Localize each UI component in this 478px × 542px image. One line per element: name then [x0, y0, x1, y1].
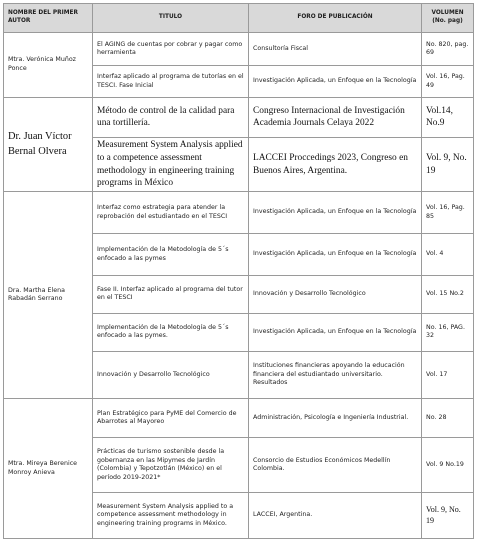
volume-cell: No. 16, PAG. 32 [422, 313, 474, 351]
table-row [4, 97, 474, 137]
author-cell: Mtra. Verónica Muñoz Ponce [4, 33, 93, 98]
forum-cell: Investigación Aplicada, un Enfoque en la Tecnología [249, 313, 422, 351]
author-cell: Mtra. Mireya Berenice Monroy Anieva [4, 399, 93, 539]
header-title: TITULO [93, 4, 249, 33]
title-cell: Interfaz como estrategia para atender la reprobación del estudiantado en el TESCI [93, 192, 249, 233]
header-author: NOMBRE DEL PRIMER AUTOR [4, 4, 93, 33]
volume-cell: Vol. 9, No. 19 [422, 493, 474, 539]
volume-cell: Vol. 15 No.2 [422, 276, 474, 313]
volume-cell: Vol. 9 No.19 [422, 437, 474, 493]
forum-cell: Consorcio de Estudios Económicos Medellín Colombia. [249, 437, 422, 493]
title-cell: Innovación y Desarrollo Tecnológico [93, 352, 249, 399]
volume-cell: Vol. 17 [422, 352, 474, 399]
forum-cell: LACCEI, Argentina. [249, 493, 422, 539]
title-cell: Método de control de la calidad para una tortillería. [93, 97, 249, 137]
title-cell: Measurement System Analysis applied to a competence assessment methodology in engineering training programs in México. [93, 493, 249, 539]
volume-cell: Vol.14, No.9 [422, 97, 474, 137]
table-row [4, 33, 474, 66]
forum-cell: LACCEI Proccedings 2023, Congreso en Buenos Aires, Argentina. [249, 138, 422, 192]
volume-cell: No. 820, pag. 69 [422, 33, 474, 66]
volume-cell: Vol. 16, Pag. 85 [422, 192, 474, 233]
table-row [4, 399, 474, 437]
volume-cell: No. 28 [422, 399, 474, 437]
forum-cell: Investigación Aplicada, un Enfoque en la Tecnología [249, 233, 422, 275]
title-cell: Implementación de la Metodología de 5´s enfocado a las pymes [93, 233, 249, 275]
volume-cell: Vol. 16, Pag. 49 [422, 66, 474, 97]
forum-cell: Consultoría Fiscal [249, 33, 422, 66]
author-cell: Dr. Juan Víctor Bernal Olvera [4, 97, 93, 192]
volume-cell: Vol. 4 [422, 233, 474, 275]
forum-cell: Investigación Aplicada, un Enfoque en la Tecnología [249, 66, 422, 97]
author-cell: Dra. Martha Elena Rabadán Serrano [4, 192, 93, 399]
title-cell: Prácticas de turismo sostenible desde la gobernanza en las Mipymes de Jardín (Colombia) y Tepotzotlán (México) en el período 2019-2021* [93, 437, 249, 493]
forum-cell: Congreso Internacional de Investigación Academia Journals Celaya 2022 [249, 97, 422, 137]
forum-cell: Instituciones financieras apoyando la educación financiera del estudiantado universitario. Resultados [249, 352, 422, 399]
forum-cell: Administración, Psicología e Ingeniería Industrial. [249, 399, 422, 437]
title-cell: Measurement System Analysis applied to a competence assessment methodology in engineering training programs in México [93, 138, 249, 192]
title-cell: Plan Estratégico para PyME del Comercio de Abarrotes al Mayoreo [93, 399, 249, 437]
forum-cell: Innovación y Desarrollo Tecnológico [249, 276, 422, 313]
volume-cell: Vol. 9, No. 19 [422, 138, 474, 192]
header-row [4, 4, 474, 33]
header-forum: FORO DE PUBLICACIÓN [249, 4, 422, 33]
forum-cell: Investigación Aplicada, un Enfoque en la Tecnología [249, 192, 422, 233]
table-row [4, 192, 474, 233]
header-volume: VOLUMEN (No. pag) [422, 4, 474, 33]
publications-table [3, 3, 474, 539]
title-cell: Implementación de la Metodología de 5´s enfocado a las pymes. [93, 313, 249, 351]
title-cell: Fase II. Interfaz aplicado al programa del tutor en el TESCI [93, 276, 249, 313]
title-cell: Interfaz aplicado al programa de tutorías en el TESCI. Fase Inicial [93, 66, 249, 97]
title-cell: El AGING de cuentas por cobrar y pagar como herramienta [93, 33, 249, 66]
